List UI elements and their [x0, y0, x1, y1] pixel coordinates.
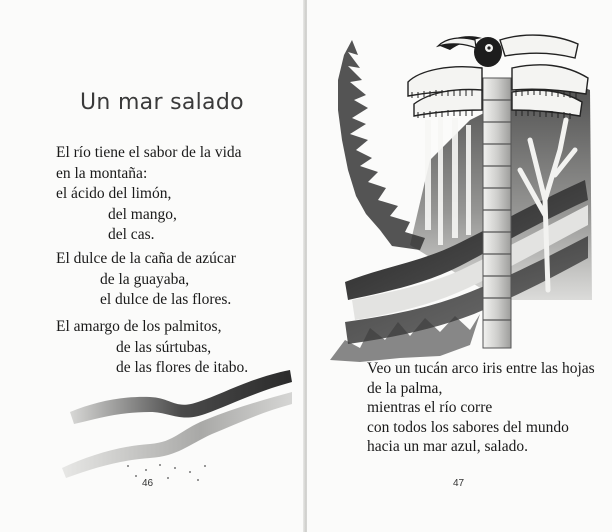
poem-line: del mango, [108, 205, 177, 223]
prose-line: Veo un tucán arco iris entre las hojas [367, 360, 595, 377]
poem-line: en la montaña: [56, 164, 148, 182]
page-number: 46 [142, 478, 154, 489]
poem-line: el dulce de las flores. [100, 291, 232, 308]
poem-line: del cas. [108, 226, 155, 243]
prose-line: con todos los sabores del mundo [367, 418, 569, 436]
prose-line: de la palma, [367, 379, 443, 397]
poem-title: Un mar salado [80, 90, 244, 115]
poem-line: el ácido del limón, [56, 185, 172, 202]
poem-line: El río tiene el sabor de la vida [56, 144, 242, 161]
page-number: 47 [453, 478, 465, 489]
prose-line: hacia un mar azul, salado. [367, 438, 528, 455]
poem-line: de las flores de itabo. [116, 359, 249, 376]
poem-line: de las súrtubas, [116, 338, 212, 356]
poem-line: El amargo de los palmitos, [56, 318, 222, 335]
toucan-figure [438, 36, 502, 67]
poem-line: El dulce de la caña de azúcar [56, 250, 236, 267]
poem-line: de la guayaba, [100, 270, 190, 288]
right-paragraph [367, 359, 595, 457]
prose-line: mientras el río corre [367, 399, 493, 416]
